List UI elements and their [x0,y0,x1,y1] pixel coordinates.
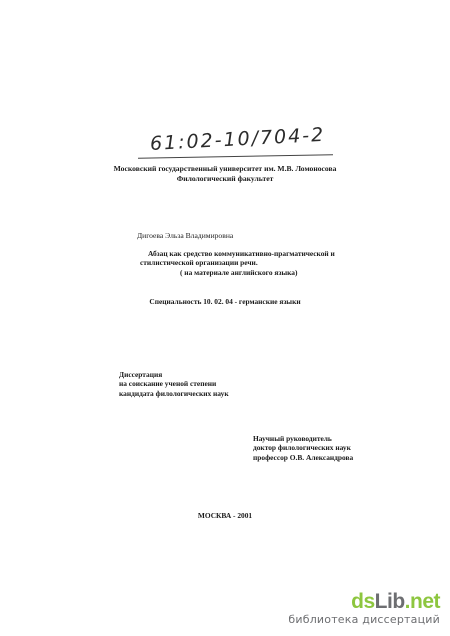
supervisor-degree: доктор филологических наук [253,443,351,453]
dslib-subtitle: библиотека диссертаций [288,613,440,626]
title-line-2: стилистической организации речи. [140,258,258,268]
handwritten-underline [138,154,333,158]
dslib-watermark[interactable] [288,591,440,626]
faculty-name: Филологический факультет [176,173,274,183]
thesis-title [140,249,335,277]
dissertation-degree-block [119,370,229,398]
university-name: Московский государственный университет им. М.В. Ломоносова [113,164,337,173]
degree-line-2: кандидата филологических наук [119,388,229,398]
author-name: Дигоева Эльза Владимировна [137,231,234,240]
supervisor-name: профессор О.В. Александрова [253,452,354,462]
city-year: МОСКВА - 2001 [197,511,253,520]
handwritten-archive-number: 61:02-10/704-2 [149,123,326,155]
supervisor-label: Научный руководитель [253,434,332,443]
specialty-line: Специальность 10. 02. 04 - германские языки [149,297,301,306]
university-header [0,164,450,183]
supervisor-block [253,434,353,462]
degree-line-1: на соискание ученой степени [119,379,217,389]
title-line-3: ( на материале английского языка) [180,267,298,277]
dslib-logo: dsLib.net [351,590,440,613]
dissertation-label: Диссертация [119,370,163,379]
title-line-1: Абзац как средство коммуникативно-прагматической и [148,249,335,258]
